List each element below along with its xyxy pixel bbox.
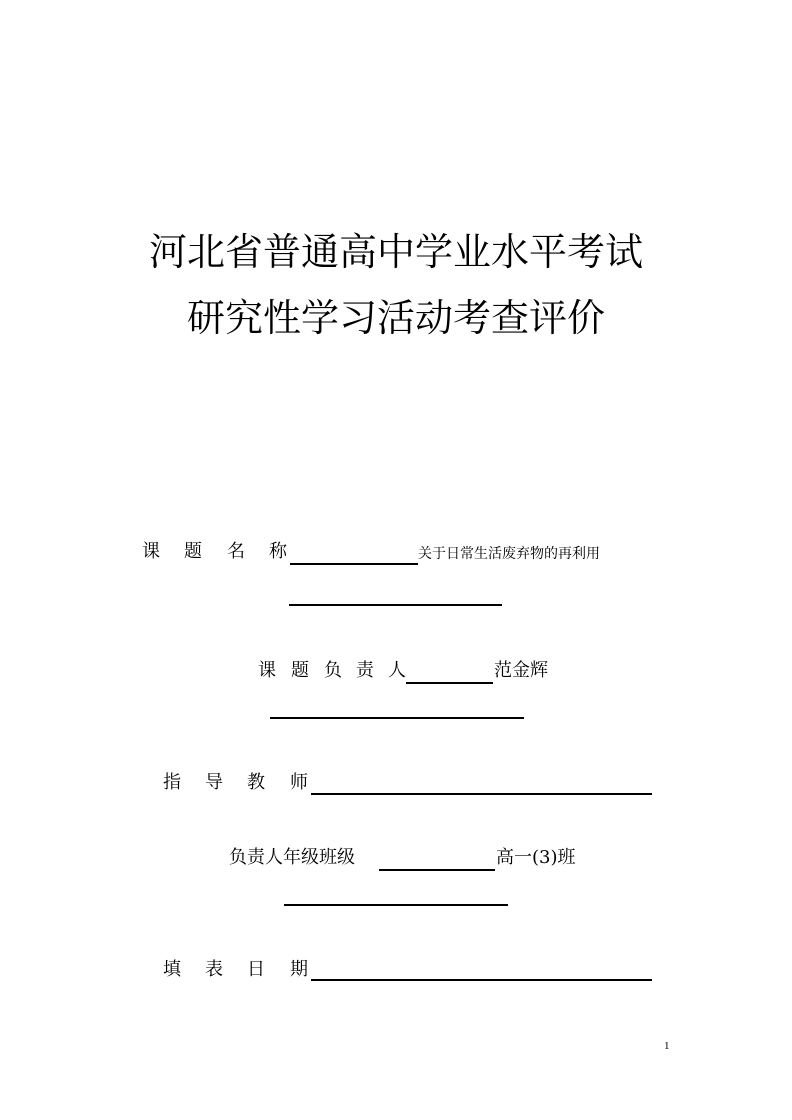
advisor-label-char-3: 教 [247, 772, 265, 793]
topic-name-underline [290, 563, 418, 565]
topic-name-underline-2 [289, 604, 502, 606]
topic-leader-label-char-1: 课 [258, 660, 276, 681]
fill-date-label-char-1: 填 [163, 959, 181, 980]
leader-class-value: 高一(3)班 [496, 847, 576, 868]
topic-name-value: 关于日常生活废弃物的再利用 [418, 546, 600, 562]
topic-name-label-char-3: 名 [227, 541, 245, 562]
topic-name-label-char-4: 称 [269, 541, 287, 562]
advisor-underline [311, 793, 652, 795]
leader-class-underline-2 [284, 904, 508, 906]
topic-leader-label-char-2: 题 [291, 660, 309, 681]
advisor-label-char-4: 师 [290, 772, 308, 793]
fill-date-underline [311, 979, 652, 981]
advisor-label-char-2: 导 [205, 772, 223, 793]
topic-leader-label-char-4: 责 [356, 660, 374, 681]
topic-name-label-char-2: 题 [184, 541, 202, 562]
leader-class-label: 负责人年级班级 [229, 847, 355, 868]
topic-name-label-char-1: 课 [142, 541, 160, 562]
advisor-label-char-1: 指 [163, 772, 181, 793]
fill-date-label-char-2: 表 [205, 959, 223, 980]
topic-leader-value: 范金辉 [494, 660, 548, 681]
topic-leader-underline-2 [270, 717, 524, 719]
leader-class-underline [379, 869, 495, 871]
document-title-line2: 研究性学习活动考查评价 [186, 296, 605, 340]
page-number: 1 [664, 1040, 670, 1052]
topic-leader-label-char-5: 人 [388, 660, 406, 681]
fill-date-label-char-3: 日 [247, 959, 265, 980]
topic-leader-label-char-3: 负 [324, 660, 342, 681]
fill-date-label-char-4: 期 [290, 959, 308, 980]
topic-leader-underline [406, 682, 493, 684]
document-title-line1: 河北省普通高中学业水平考试 [148, 230, 643, 274]
